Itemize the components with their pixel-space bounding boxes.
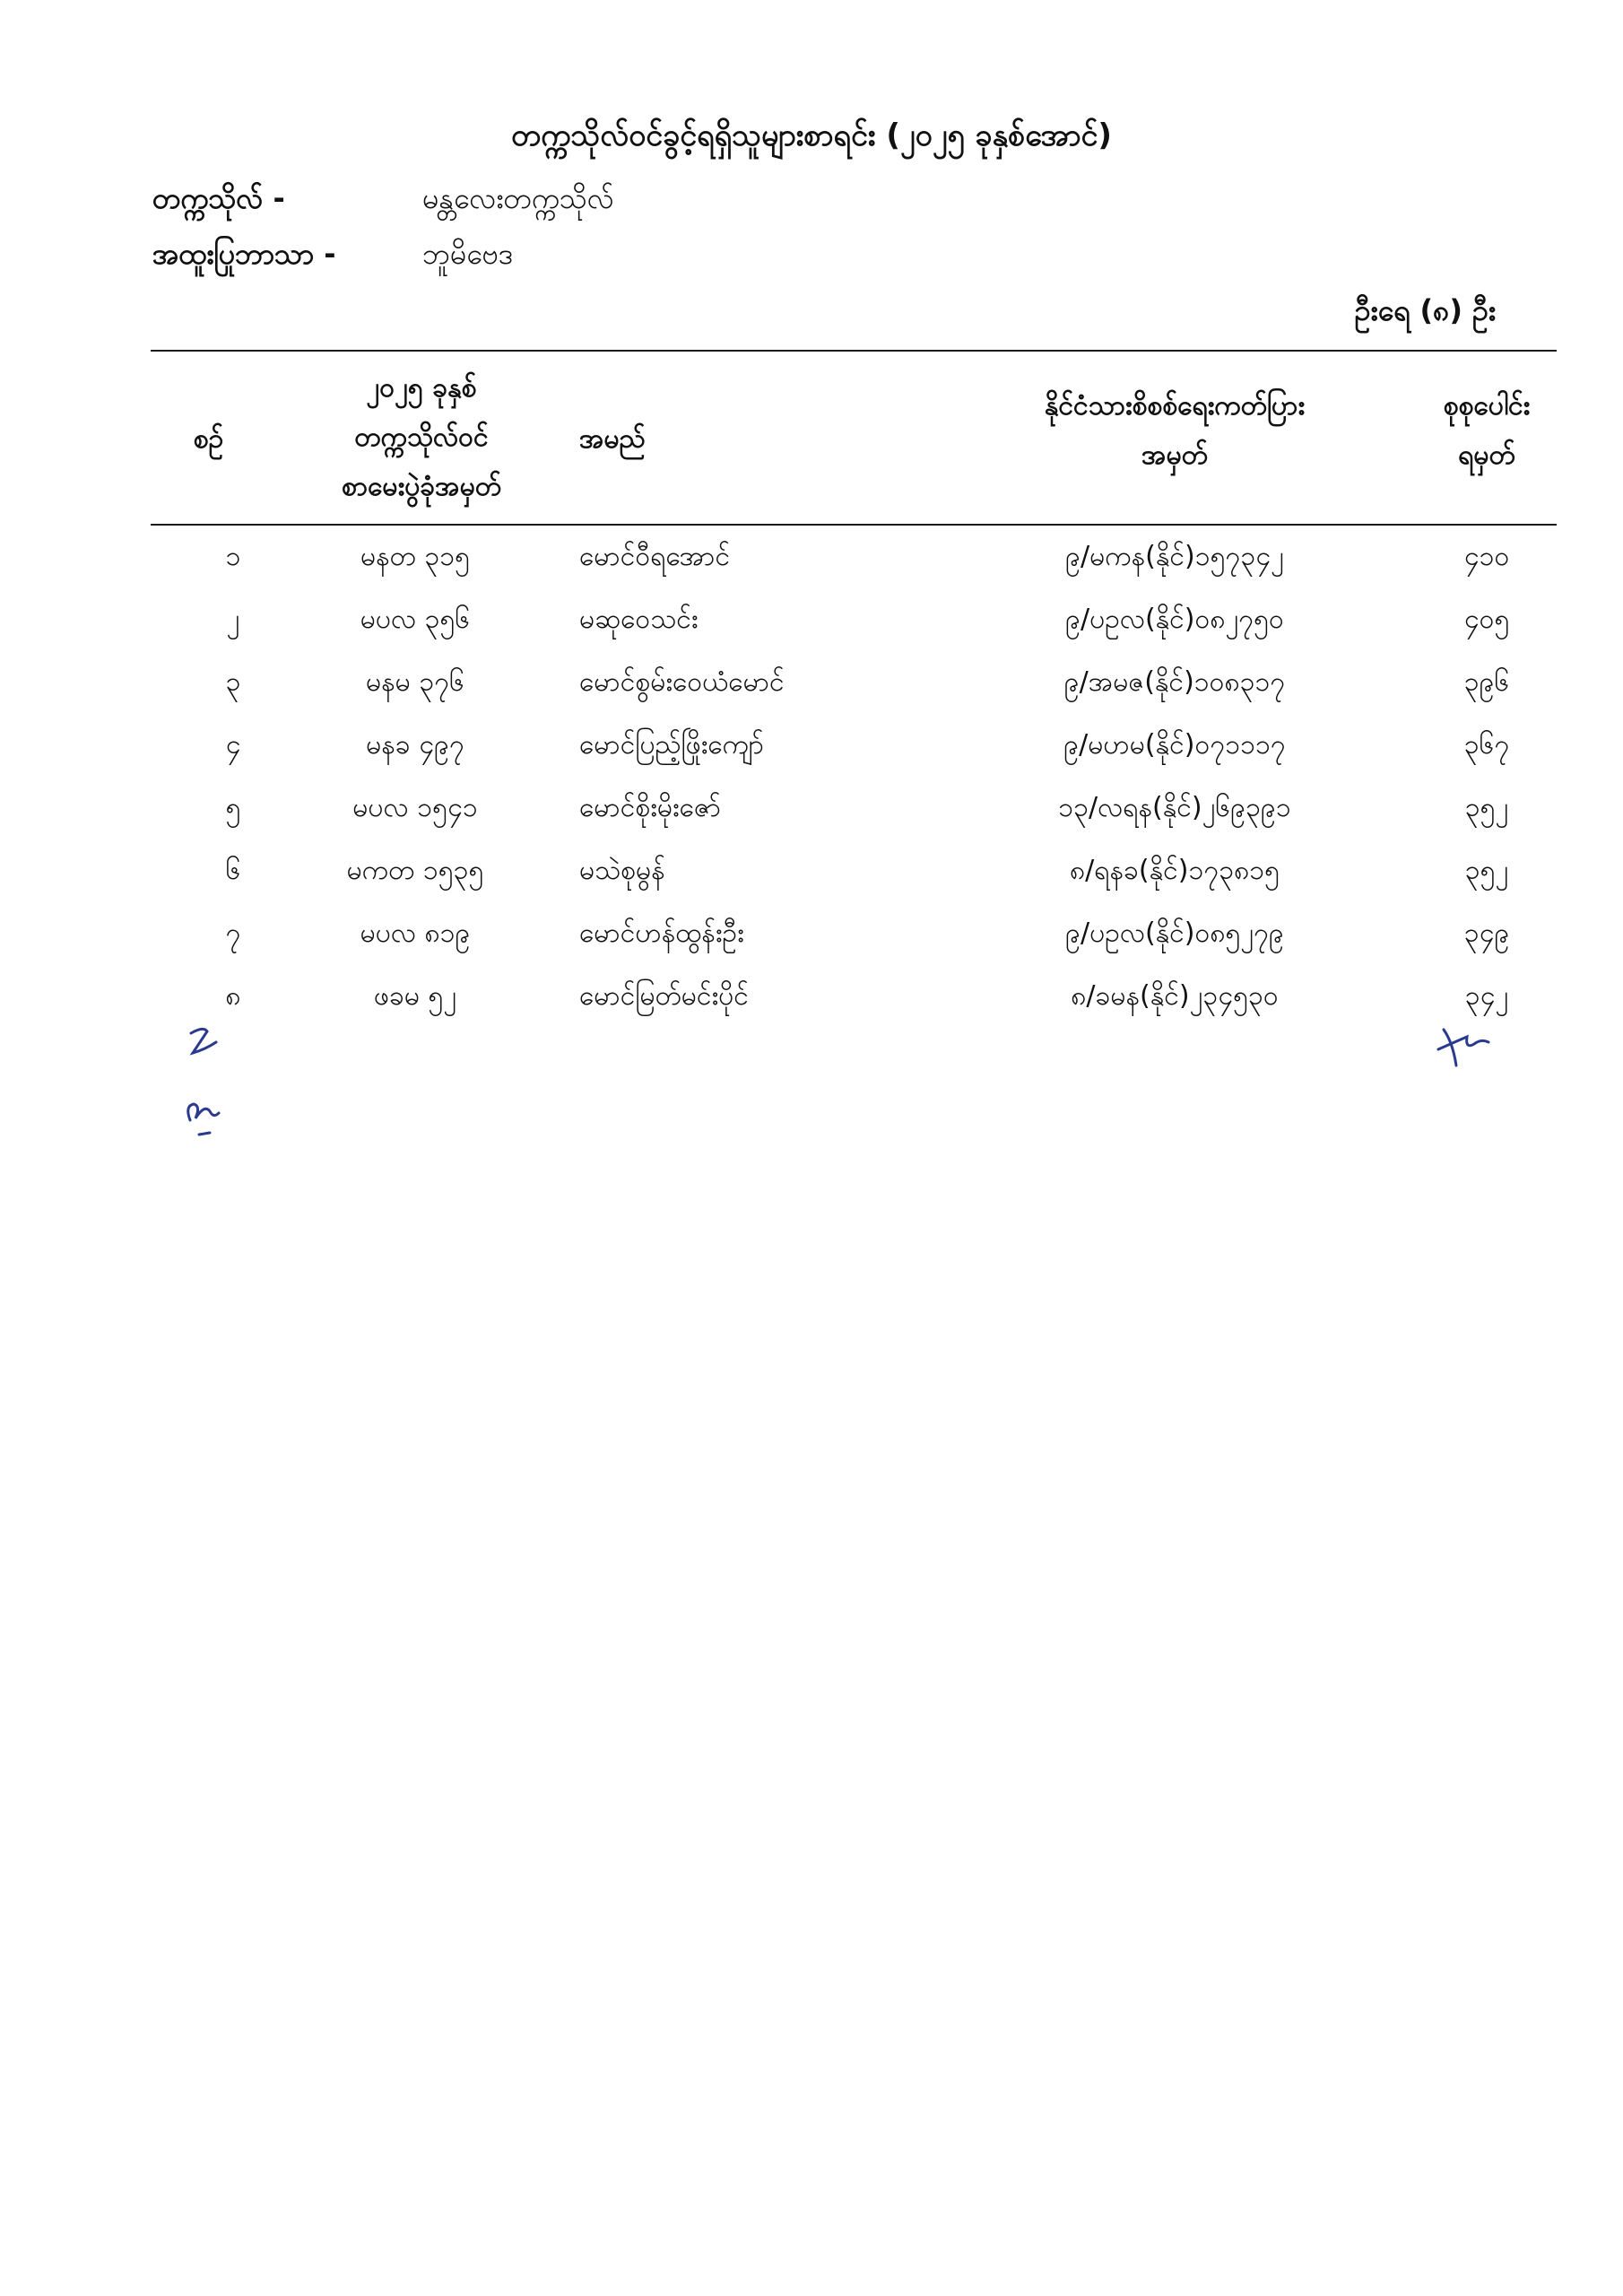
row-nrc: ၈/ခမန(နိုင်)၂၃၄၅၃၀ [1071, 980, 1279, 1012]
header-name: အမည် [579, 423, 646, 455]
row-no: ၇ [225, 918, 241, 949]
row-exam-no: မပလ ၁၅၄၁ [352, 792, 478, 823]
row-exam-no: မနခ ၄၉၇ [366, 729, 464, 761]
header-score-line1: စုစုပေါင်း [1443, 390, 1531, 422]
header-exam-no-line1: ၂၀၂၅ ခုနှစ် [366, 372, 477, 404]
document-title: တက္ကသိုလ်ဝင်ခွင့်ရရှိသူများစာရင်း (၂၀၂၅ ခုနှစ်အောင်) [511, 117, 1112, 153]
row-score: ၃၆၇ [1463, 729, 1510, 761]
table-row [151, 714, 1557, 777]
header-score-line2: ရမှတ် [1458, 439, 1515, 471]
header-nrc-line2: အမှတ် [1141, 439, 1208, 471]
header-no: စဉ် [193, 423, 224, 455]
table-row [151, 965, 1557, 1028]
header-nrc [942, 381, 1408, 480]
row-no: ၂ [226, 604, 240, 635]
row-name: မောင်စိုးမိုးဇော် [579, 792, 722, 823]
table-row [151, 902, 1557, 965]
major-label: အထူးပြုဘာသာ - [152, 237, 336, 271]
table-row [151, 588, 1557, 651]
header-score [1388, 381, 1585, 480]
table-row [151, 839, 1557, 902]
row-score: ၃၅၂ [1464, 792, 1509, 823]
table-top-rule [151, 350, 1557, 352]
row-no: ၈ [225, 980, 241, 1012]
row-score: ၃၉၆ [1463, 666, 1510, 698]
row-name: မောင်စွမ်းဝေယံမောင် [579, 666, 785, 698]
header-nrc-line1: နိုင်ငံသားစိစစ်ရေးကတ်ပြား [1044, 390, 1306, 422]
row-score: ၃၄၉ [1463, 918, 1510, 949]
row-score: ၄၁၀ [1463, 541, 1510, 572]
row-nrc: ၉/ပဥလ(နိုင်)၀၈၂၇၅၀ [1065, 604, 1284, 635]
row-exam-no: မနမ ၃၇၆ [366, 666, 464, 698]
student-count: ဦးရေ (၈) ဦး [1354, 293, 1496, 327]
row-name: မောင်မြတ်မင်းပိုင် [579, 980, 749, 1012]
row-name: မသဲစုမွန် [579, 855, 665, 886]
row-nrc: ၉/ပဥလ(နိုင်)၀၈၅၂၇၉ [1065, 918, 1284, 949]
row-no: ၆ [225, 855, 241, 886]
university-label: တက္ကသိုလ် - [152, 181, 285, 215]
row-nrc: ၉/မဟမ(နိုင်)၀၇၁၁၁၇ [1063, 729, 1286, 761]
header-exam-no-line3: စာမေးပွဲခုံအမှတ် [341, 471, 502, 502]
row-score: ၃၄၂ [1464, 980, 1509, 1012]
row-no: ၃ [225, 666, 241, 698]
header-exam-no-line2: တက္ကသိုလ်ဝင် [354, 422, 489, 453]
row-name: မောင်ဟန်ထွန်းဦး [579, 918, 744, 949]
row-exam-no: မပလ ၈၁၉ [360, 918, 471, 949]
signature-initial-right [1435, 1022, 1497, 1073]
row-nrc: ၈/ရနခ(နိုင်)၁၇၃၈၁၅ [1070, 855, 1280, 886]
row-exam-no: မပလ ၃၅၆ [360, 604, 471, 635]
major-value: ဘူမိဗေဒ [422, 237, 514, 271]
row-exam-no: ဖခမ ၅၂ [373, 980, 457, 1012]
row-name: မဆုဝေသင်း [579, 604, 699, 635]
row-no: ၅ [225, 792, 241, 823]
row-nrc: ၉/မကန(နိုင်)၁၅၇၃၄၂ [1065, 541, 1284, 572]
row-score: ၃၅၂ [1464, 855, 1509, 886]
row-name: မောင်ဝီရအောင် [579, 541, 731, 572]
signature-initial-left-1 [184, 1022, 229, 1064]
row-nrc: ၁၃/လရန(နိုင်)၂၆၉၃၉၁ [1058, 792, 1291, 823]
row-score: ၄၀၅ [1463, 604, 1510, 635]
row-exam-no: မနတ ၃၁၅ [360, 541, 471, 572]
row-nrc: ၉/အမဇ(နိုင်)၁၀၈၃၁၇ [1063, 666, 1286, 698]
university-value: မန္တလေးတက္ကသိုလ် [422, 181, 614, 215]
university-row [152, 179, 614, 222]
table-row [151, 777, 1557, 839]
row-exam-no: မကတ ၁၅၃၅ [346, 855, 484, 886]
row-no: ၄ [225, 729, 241, 761]
header-exam-no [287, 363, 556, 511]
row-name: မောင်ပြည့်ဖြိုးကျော် [579, 729, 765, 761]
signature-initial-left-2 [179, 1090, 230, 1144]
row-no: ၁ [225, 541, 241, 572]
major-row [152, 235, 514, 278]
table-row [151, 526, 1557, 588]
table-row [151, 651, 1557, 714]
